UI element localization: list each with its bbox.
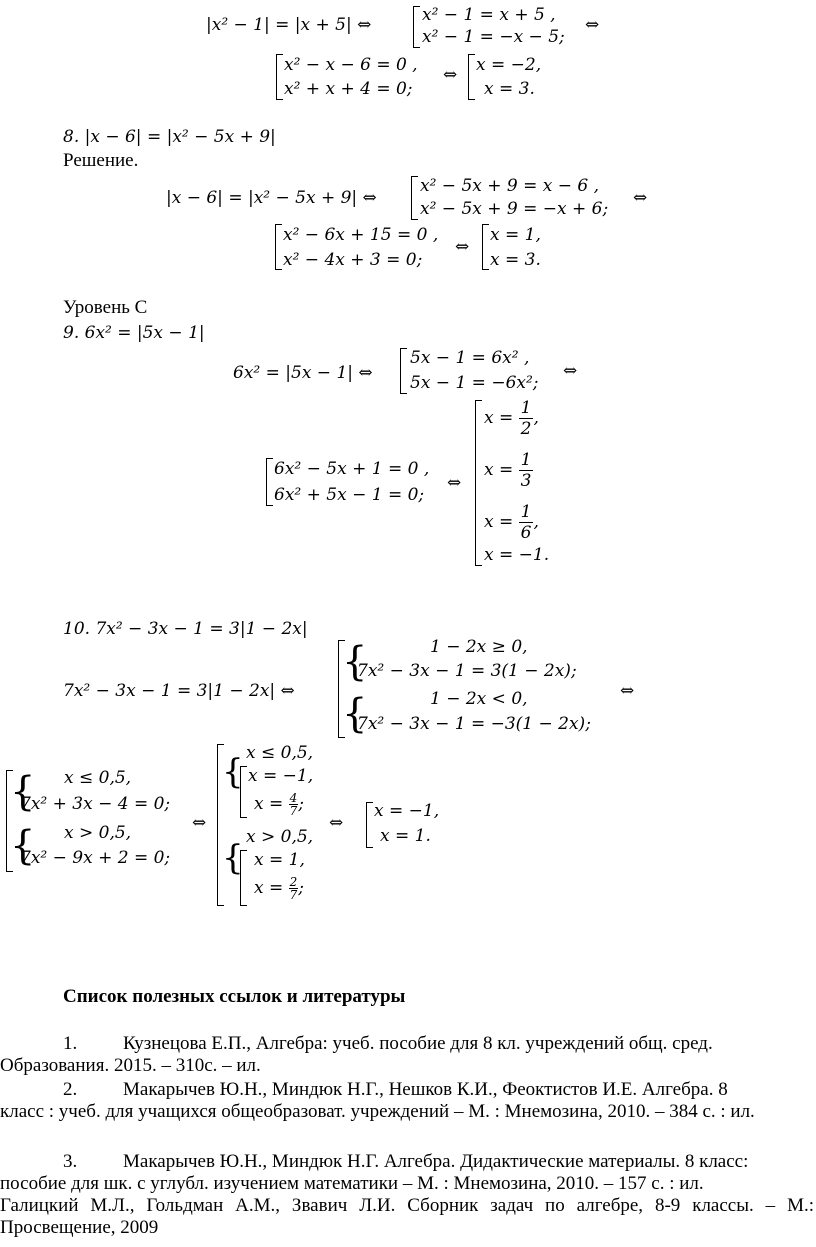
problem-8-label: 8. |x − 6| = |x² − 5x + 9| bbox=[63, 127, 276, 147]
problem-8-square-bracket-2 bbox=[275, 224, 282, 270]
problem-10-case-c3 bbox=[254, 792, 304, 817]
inner-square-bracket bbox=[240, 850, 247, 906]
fraction-one-half bbox=[519, 398, 534, 439]
problem-10-case-c2: x = −1, bbox=[248, 766, 314, 786]
curly-brace: { bbox=[342, 639, 368, 685]
problem-8-root-1: x = 1, bbox=[490, 225, 541, 245]
curly-brace: { bbox=[10, 769, 36, 815]
problem-9-square-bracket bbox=[400, 348, 407, 394]
curly-brace: { bbox=[342, 691, 368, 737]
problem-9-root-2 bbox=[484, 450, 533, 491]
problem-9-system-line-1: 5x − 1 = 6x² , bbox=[410, 348, 530, 368]
problem-10-case-c3-suffix: ; bbox=[298, 794, 305, 814]
problem-10-label: 10. 7x² − 3x − 1 = 3|1 − 2x| bbox=[63, 619, 308, 639]
problem-10-case-b2: 7x² + 3x − 4 = 0; bbox=[20, 794, 171, 814]
equivalence-arrow: ⇔ bbox=[447, 473, 462, 493]
problem-8-reduced-line-1: x² − 6x + 15 = 0 , bbox=[283, 225, 439, 245]
fraction-denominator: 7 bbox=[289, 888, 298, 902]
problem-9-root-3-comma: , bbox=[533, 512, 539, 532]
problem-9-root-1 bbox=[484, 398, 539, 439]
equivalence-arrow: ⇔ bbox=[620, 681, 635, 701]
problem-10-case-c4: x > 0,5, bbox=[246, 827, 314, 847]
problem-10-case-c5: x = 1, bbox=[254, 850, 305, 870]
reference-item-2 bbox=[0, 1079, 814, 1123]
block1-equation: |x² − 1| = |x + 5| ⇔ bbox=[206, 15, 372, 35]
reference-rest: Образования. 2015. – 310с. – ил. bbox=[0, 1055, 261, 1076]
problem-10-case-b4: 7x² − 9x + 2 = 0; bbox=[20, 848, 171, 868]
problem-10-root-1: x = −1, bbox=[374, 801, 440, 821]
problem-10-case-2-line-2: 7x² − 3x − 1 = −3(1 − 2x); bbox=[357, 714, 591, 734]
problem-10-square-bracket-4 bbox=[366, 802, 373, 848]
problem-9-root-1-prefix: x = bbox=[484, 408, 514, 428]
problem-9-root-2-prefix: x = bbox=[484, 460, 514, 480]
problem-10-case-1-line-2: 7x² − 3x − 1 = 3(1 − 2x); bbox=[357, 661, 577, 681]
fraction-numerator: 1 bbox=[520, 450, 532, 470]
reference-extra: Галицкий М.Л., Гольдман А.М., Звавич Л.И. Сборник задач по алгебре, 8-9 классы. – М.: Просвещение, 2009 bbox=[0, 1195, 814, 1238]
equivalence-arrow: ⇔ bbox=[455, 237, 470, 257]
fraction-numerator: 2 bbox=[289, 875, 298, 889]
problem-10-case-1-line-1: 1 − 2x ≥ 0, bbox=[430, 637, 528, 657]
fraction-numerator: 1 bbox=[520, 502, 532, 522]
equivalence-arrow: ⇔ bbox=[585, 15, 600, 35]
problem-8-equation: |x − 6| = |x² − 5x + 9| ⇔ bbox=[166, 188, 377, 208]
problem-10-case-c6-suffix: ; bbox=[298, 878, 305, 898]
fraction-one-third bbox=[519, 450, 534, 491]
problem-9-label: 9. 6x² = |5x − 1| bbox=[63, 323, 205, 343]
problem-10-root-2: x = 1. bbox=[380, 826, 431, 846]
problem-10-equation: 7x² − 3x − 1 = 3|1 − 2x| ⇔ bbox=[63, 681, 295, 701]
reference-number: 1. bbox=[63, 1033, 78, 1054]
block1-square-bracket-3 bbox=[468, 54, 475, 100]
curly-brace: { bbox=[10, 823, 36, 869]
problem-9-system-line-2: 5x − 1 = −6x²; bbox=[410, 373, 539, 393]
problem-8-reduced-line-2: x² − 4x + 3 = 0; bbox=[283, 250, 423, 270]
block1-system-line-2: x² − 1 = −x − 5; bbox=[422, 27, 565, 47]
problem-9-root-1-comma: , bbox=[533, 408, 539, 428]
inner-square-bracket bbox=[240, 766, 247, 818]
block1-square-bracket-2 bbox=[276, 54, 283, 100]
fraction-numerator: 1 bbox=[520, 398, 532, 418]
problem-10-case-b3: x > 0,5, bbox=[64, 823, 132, 843]
reference-number: 2. bbox=[63, 1079, 78, 1100]
problem-8-square-bracket bbox=[411, 176, 418, 220]
problem-10-case-c1: x ≤ 0,5, bbox=[246, 743, 314, 763]
level-heading: Уровень С bbox=[63, 297, 148, 318]
problem-9-square-bracket-3 bbox=[475, 400, 482, 566]
reference-first-line: Кузнецова Е.П., Алгебра: учеб. пособие для 8 кл. учреждений общ. сред. bbox=[123, 1033, 713, 1054]
fraction-denominator: 3 bbox=[520, 471, 532, 491]
fraction-four-sevenths bbox=[289, 792, 299, 817]
problem-10-case-b1: x ≤ 0,5, bbox=[64, 768, 132, 788]
equivalence-arrow: ⇔ bbox=[563, 361, 578, 381]
problem-8-system-line-2: x² − 5x + 9 = −x + 6; bbox=[420, 199, 609, 219]
fraction-two-sevenths bbox=[289, 876, 299, 901]
solution-label: Решение. bbox=[63, 150, 139, 171]
problem-9-reduced-line-2: 6x² + 5x − 1 = 0; bbox=[274, 485, 425, 505]
block1-system-line-1: x² − 1 = x + 5 , bbox=[422, 5, 556, 25]
equivalence-arrow: ⇔ bbox=[329, 813, 344, 833]
fraction-denominator: 6 bbox=[520, 523, 532, 543]
block1-reduced-line-1: x² − x − 6 = 0 , bbox=[284, 55, 418, 75]
fraction-denominator: 7 bbox=[289, 804, 298, 818]
block1-square-bracket bbox=[413, 6, 420, 48]
reference-number: 3. bbox=[63, 1151, 78, 1172]
block1-root-2: x = 3. bbox=[484, 79, 535, 99]
equivalence-arrow: ⇔ bbox=[192, 813, 207, 833]
curly-brace: { bbox=[222, 752, 244, 792]
references-heading: Список полезных ссылок и литературы bbox=[63, 986, 406, 1007]
problem-8-root-2: x = 3. bbox=[490, 250, 541, 270]
block1-root-1: x = −2, bbox=[476, 55, 542, 75]
equivalence-arrow: ⇔ bbox=[633, 188, 648, 208]
reference-item-3 bbox=[0, 1151, 814, 1239]
curly-brace: { bbox=[222, 838, 244, 878]
reference-rest: пособие для шк. с углубл. изучением математики – М. : Мнемозина, 2010. – 157 с. : ил. bbox=[0, 1173, 704, 1194]
equivalence-arrow: ⇔ bbox=[443, 65, 458, 85]
reference-first-line: Макарычев Ю.Н., Миндюк Н.Г., Нешков К.И., Феоктистов И.Е. Алгебра. 8 bbox=[123, 1079, 728, 1100]
problem-8-system-line-1: x² − 5x + 9 = x − 6 , bbox=[420, 176, 600, 196]
problem-9-square-bracket-2 bbox=[266, 458, 273, 506]
reference-item-1 bbox=[0, 1033, 814, 1077]
problem-9-root-3-prefix: x = bbox=[484, 512, 514, 532]
problem-10-case-c6 bbox=[254, 876, 304, 901]
problem-10-case-c3-prefix: x = bbox=[254, 794, 284, 814]
problem-10-case-2-line-1: 1 − 2x < 0, bbox=[430, 689, 528, 709]
problem-10-case-c6-prefix: x = bbox=[254, 878, 284, 898]
block1-reduced-line-2: x² + x + 4 = 0; bbox=[284, 79, 413, 99]
fraction-denominator: 2 bbox=[520, 419, 532, 439]
reference-first-line: Макарычев Ю.Н., Миндюк Н.Г. Алгебра. Дидактические материалы. 8 класс: bbox=[123, 1151, 749, 1172]
problem-9-root-3 bbox=[484, 502, 539, 543]
problem-9-root-4: x = −1. bbox=[484, 545, 550, 565]
problem-8-square-bracket-3 bbox=[482, 224, 489, 270]
reference-rest: класс : учеб. для учащихся общеобразоват. учреждений – М. : Мнемозина, 2010. – 384 с. : ил. bbox=[0, 1101, 755, 1122]
fraction-numerator: 4 bbox=[289, 791, 298, 805]
problem-9-equation: 6x² = |5x − 1| ⇔ bbox=[233, 363, 373, 383]
problem-9-reduced-line-1: 6x² − 5x + 1 = 0 , bbox=[274, 459, 430, 479]
fraction-one-sixth bbox=[519, 502, 534, 543]
